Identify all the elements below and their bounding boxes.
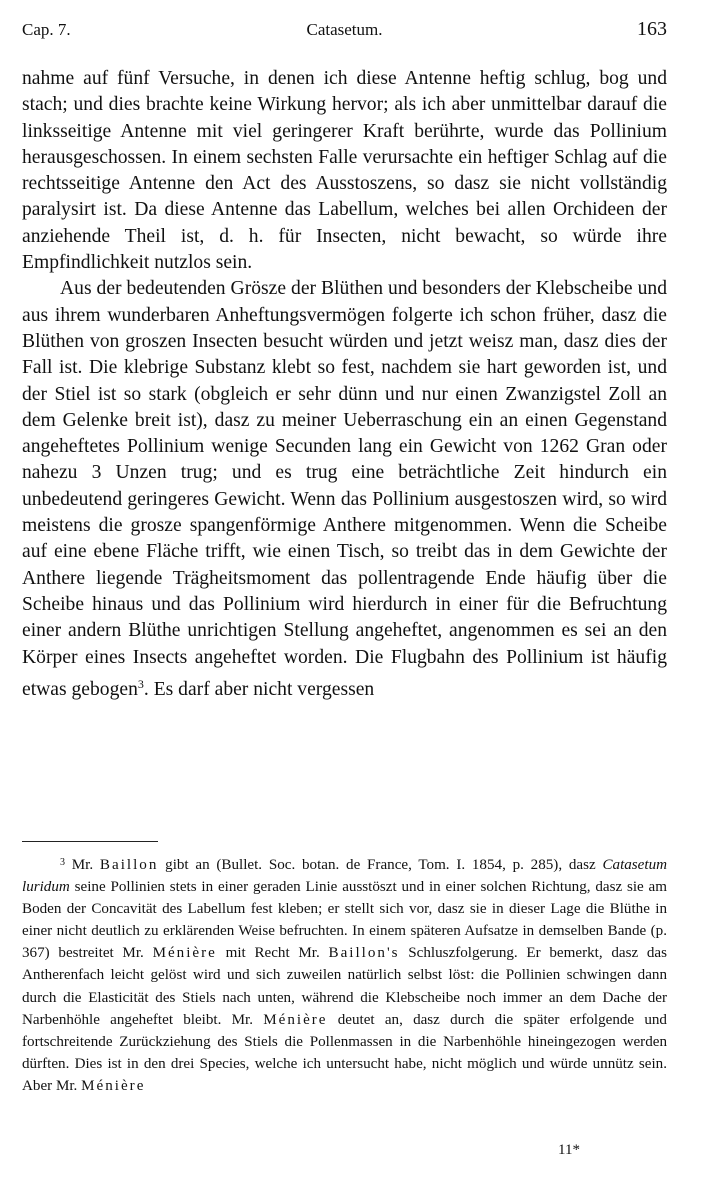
footnote-marker: 3: [60, 857, 65, 868]
author-name: Ménière: [152, 945, 217, 962]
main-text: [22, 66, 667, 703]
signature-mark: 11*: [558, 1142, 580, 1158]
paragraph-2: [22, 276, 667, 703]
page-number: 163: [637, 18, 667, 40]
footnote-reference: 3: [137, 676, 144, 691]
footnote-text: $^3$ Mr. Baillon gibt an (Bullet. Soc. botan. de France, Tom. I. 1854, p. 285), dasz Catasetum luridum seine Pollinien stets in einer geraden Linie ausstöszt und in einer solchen Richtung, dasz sie am Boden der Concavität des Labellum fest kleben; er stellt sich vor, dasz sie in dieser Lage die Blüthe in einer nicht deutlich zu erklärenden Weise befruchten. In einem späteren Aufsatze in demselben Bande (p. 367) bestreitet Mr. Ménière mit Recht Mr. Baillon's Schluszfolgerung. Er bemerkt, dasz das Antherenfach leicht gelöst wird und sich zuweilen natürlich selbst löst: die Pollinien schwingen dann durch die Elasticität des Stiels nach unten, während die Klebscheibe noch immer an dem Dache der Narbenhöhle angeheftet bleibt. Mr. Ménière deutet an, dasz durch die später erfolgende und fortschreitende Zurückziehung des Stiels die Pollenmassen in die Narbenhöhle hineingezogen werden dürften. Dies ist in den drei Species, welche ich untersucht habe, nicht möglich und würde unnütz sein. Aber Mr. Ménière: [22, 857, 668, 1094]
author-name: Ménière: [81, 1077, 146, 1094]
paragraph-1: nahme auf fünf Versuche, in denen ich diese Antenne heftig schlug, bog und stach; und dies brachte keine Wirkung hervor; als ich aber unmittelbar darauf die linksseitige Antenne mit viel geringerer Kraft berührte, wurde das Pollinium herausgeschossen. In einem sechsten Falle verursachte ein heftiger Schlag auf die rechtsseitige Antenne den Act des Ausstoszens, so dasz sie nicht vollständig paralysirt ist. Da diese Antenne das Labellum, welches bei allen Orchideen der anziehende Theil ist, d. h. für Insecten, nicht bewacht, so würde ihre Empfindlichkeit nutzlos sein.: [22, 68, 667, 274]
author-name: Baillon: [99, 857, 159, 873]
species-name: Catasetum luridum: [22, 857, 668, 896]
paragraph-2-text: Aus der bedeutenden Grösze der Blüthen und besonders der Klebscheibe und aus ihrem wunderbaren Anheftungsvermögen folgerte ich schon früher, dasz die Blüthen von groszen Insecten besucht würden und jetzt weisz man, dasz dies der Fall ist. Die klebrige Substanz klebt so fest, nachdem sie hart geworden ist, und der Stiel ist so stark (obgleich er sehr dünn und nur einen Zwanzigstel Zoll an dem Gelenke breit ist), dasz zu meiner Ueberraschung ein an einen Gegenstand angeheftetes Pollinium wenige Secunden lang ein Gewicht von 1262 Gran oder nahezu 3 Unzen trug; und es trug eine beträchtliche Zeit hindurch ein unbedeutend geringeres Gewicht. Wenn das Pollinium ausgestoszen wird, so wird meistens die grosze spangenförmige Anthere mitgenommen. Wenn die Scheibe auf eine ebene Fläche trifft, wie einen Tisch, so treibt das in dem Gewichte der Anthere liegende Trägheitsmoment das pollentragende Ende häufig über die Scheibe hinaus und das Pollinium wird hierdurch in einer für die Befruchtung einer andern Blüthe unrichtigen Stellung angeheftet, angenommen es sei an den Körper eines Insects angeheftet worden. Die Flugbahn des Pollinium ist häufig etwas gebogen: [22, 278, 667, 700]
paragraph-2-end: . Es darf aber nicht vergessen: [143, 678, 375, 700]
author-name: Baillon's: [328, 945, 400, 962]
chapter-label: Cap. 7.: [22, 20, 71, 39]
running-header: [22, 18, 667, 44]
running-title: Catasetum.: [306, 20, 383, 39]
author-name: Ménière: [263, 1011, 328, 1028]
footnote: [22, 852, 667, 1097]
footnote-divider: [22, 841, 158, 842]
